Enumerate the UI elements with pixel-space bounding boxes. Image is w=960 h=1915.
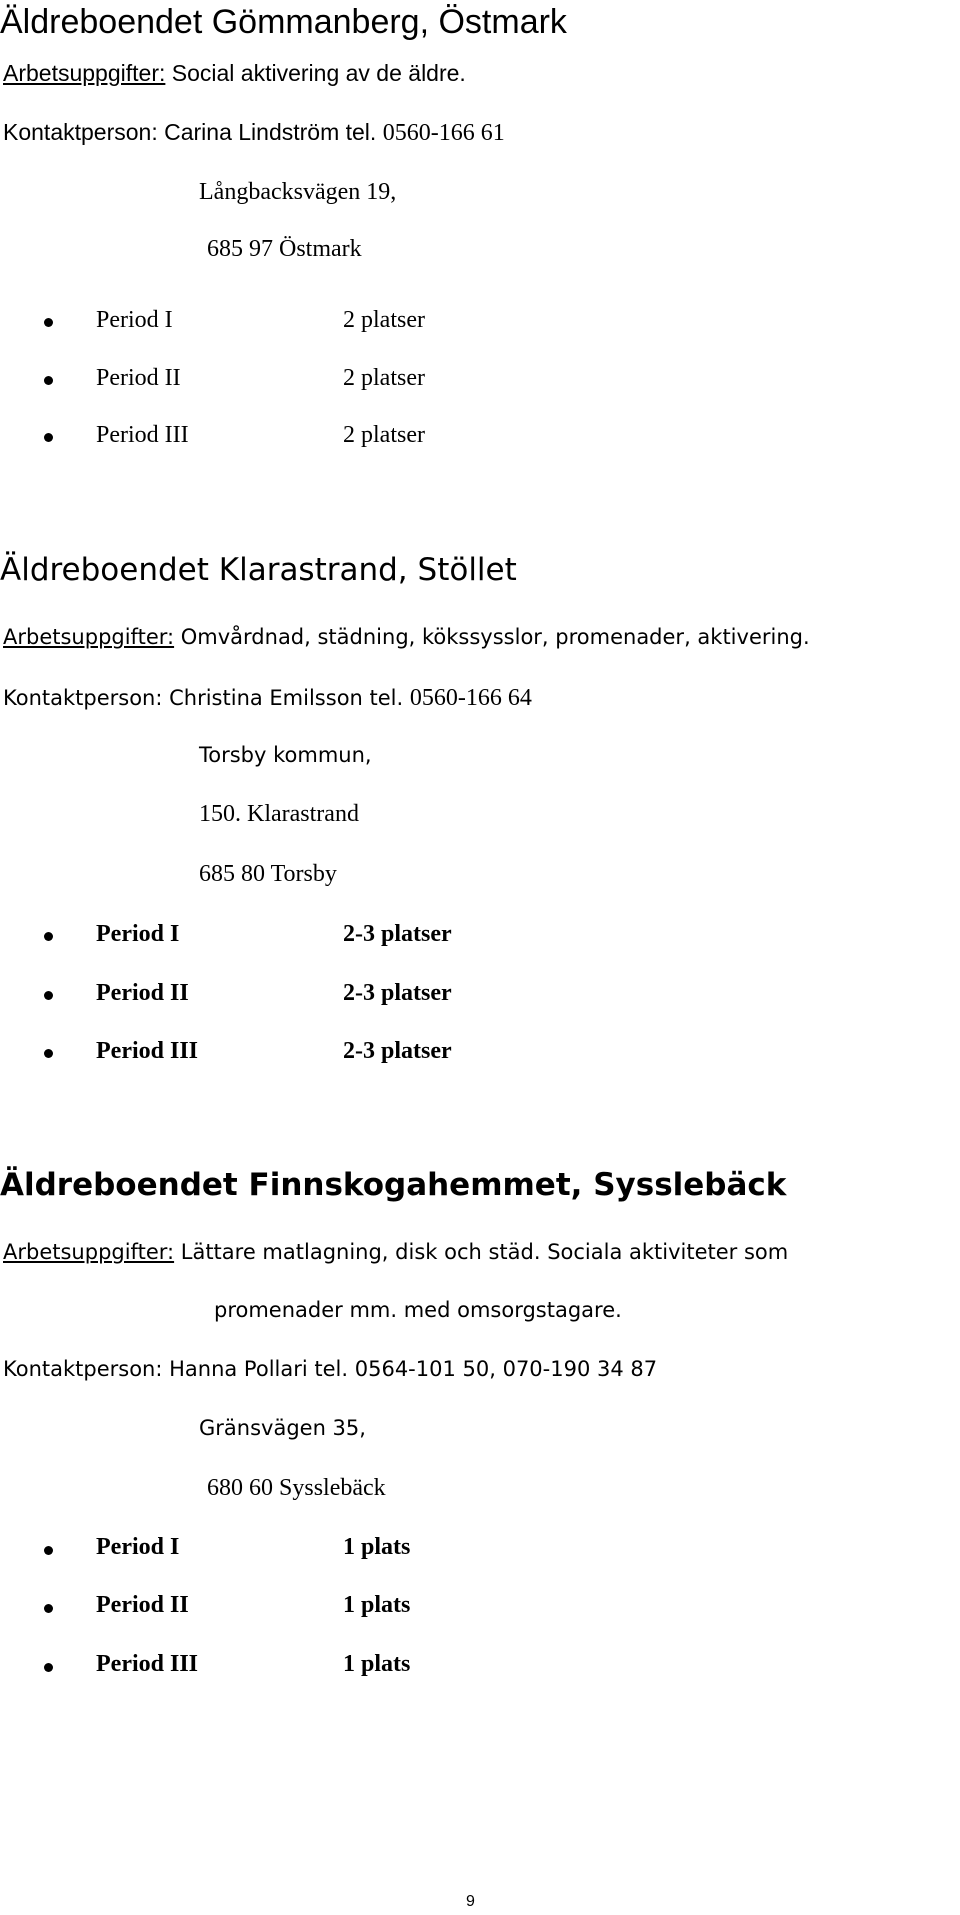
- period-name: Period I: [96, 921, 180, 947]
- period-name: Period I: [96, 1534, 180, 1560]
- contact-person: Kontaktperson: Carina Lindström tel.: [3, 119, 383, 145]
- bullet-icon: [44, 932, 53, 941]
- address-line: Långbacksvägen 19,: [199, 179, 397, 205]
- duties-text: Social aktivering av de äldre.: [165, 60, 466, 86]
- bullet-icon: [44, 433, 53, 442]
- period-name: Period II: [96, 1592, 189, 1618]
- duties-line: [3, 1242, 788, 1263]
- period-name: Period III: [96, 1651, 198, 1677]
- address-line: Gränsvägen 35,: [199, 1416, 366, 1440]
- address-line: Torsby kommun,: [199, 743, 372, 767]
- duties-text: Omvårdnad, städning, kökssysslor, promenader, aktivering.: [174, 625, 810, 649]
- bullet-icon: [44, 318, 53, 327]
- contact-line: [3, 1359, 657, 1380]
- contact-phone: 0564-101 50, 070-190 34 87: [354, 1357, 658, 1381]
- bullet-icon: [44, 376, 53, 385]
- address-line: 680 60 Sysslebäck: [207, 1475, 386, 1501]
- address-line: 685 80 Torsby: [199, 861, 337, 887]
- period-places: 1 plats: [343, 1592, 411, 1618]
- period-places: 2-3 platser: [343, 1038, 452, 1064]
- duties-label: Arbetsuppgifter:: [3, 1240, 175, 1264]
- period-places: 1 plats: [343, 1534, 411, 1560]
- bullet-icon: [44, 1604, 53, 1613]
- contact-person: Kontaktperson: Hanna Pollari tel.: [3, 1357, 355, 1381]
- period-places: 1 plats: [343, 1651, 411, 1677]
- section-title: Äldreboendet Finnskogahemmet, Sysslebäck: [0, 1167, 787, 1203]
- bullet-icon: [44, 1049, 53, 1058]
- duties-label: Arbetsuppgifter:: [3, 625, 175, 649]
- contact-line: [3, 686, 532, 710]
- section-title: Äldreboendet Gömmanberg, Östmark: [0, 3, 567, 41]
- period-places: 2 platser: [343, 422, 425, 448]
- duties-line: [3, 627, 810, 648]
- period-name: Period II: [96, 365, 181, 391]
- bullet-icon: [44, 991, 53, 1000]
- contact-phone: 0560-166 61: [382, 120, 505, 146]
- period-name: Period II: [96, 980, 189, 1006]
- period-name: Period III: [96, 1038, 198, 1064]
- bullet-icon: [44, 1546, 53, 1555]
- period-places: 2-3 platser: [343, 921, 452, 947]
- bullet-icon: [44, 1663, 53, 1672]
- duties-line: [3, 62, 466, 85]
- page-number: 9: [466, 1893, 475, 1910]
- period-places: 2 platser: [343, 307, 425, 333]
- duties-continuation: promenader mm. med omsorgstagare.: [214, 1298, 622, 1322]
- section-title: Äldreboendet Klarastrand, Stöllet: [0, 552, 517, 588]
- period-name: Period III: [96, 422, 189, 448]
- address-line: 685 97 Östmark: [207, 236, 362, 262]
- contact-person: Kontaktperson: Christina Emilsson tel.: [3, 686, 410, 710]
- period-places: 2-3 platser: [343, 980, 452, 1006]
- address-line: 150. Klarastrand: [199, 801, 359, 827]
- contact-phone: 0560-166 64: [409, 685, 532, 711]
- duties-text: Lättare matlagning, disk och städ. Sociala aktiviteter som: [174, 1240, 789, 1264]
- contact-line: [3, 121, 505, 145]
- duties-label: Arbetsuppgifter:: [3, 60, 166, 86]
- period-name: Period I: [96, 307, 173, 333]
- period-places: 2 platser: [343, 365, 425, 391]
